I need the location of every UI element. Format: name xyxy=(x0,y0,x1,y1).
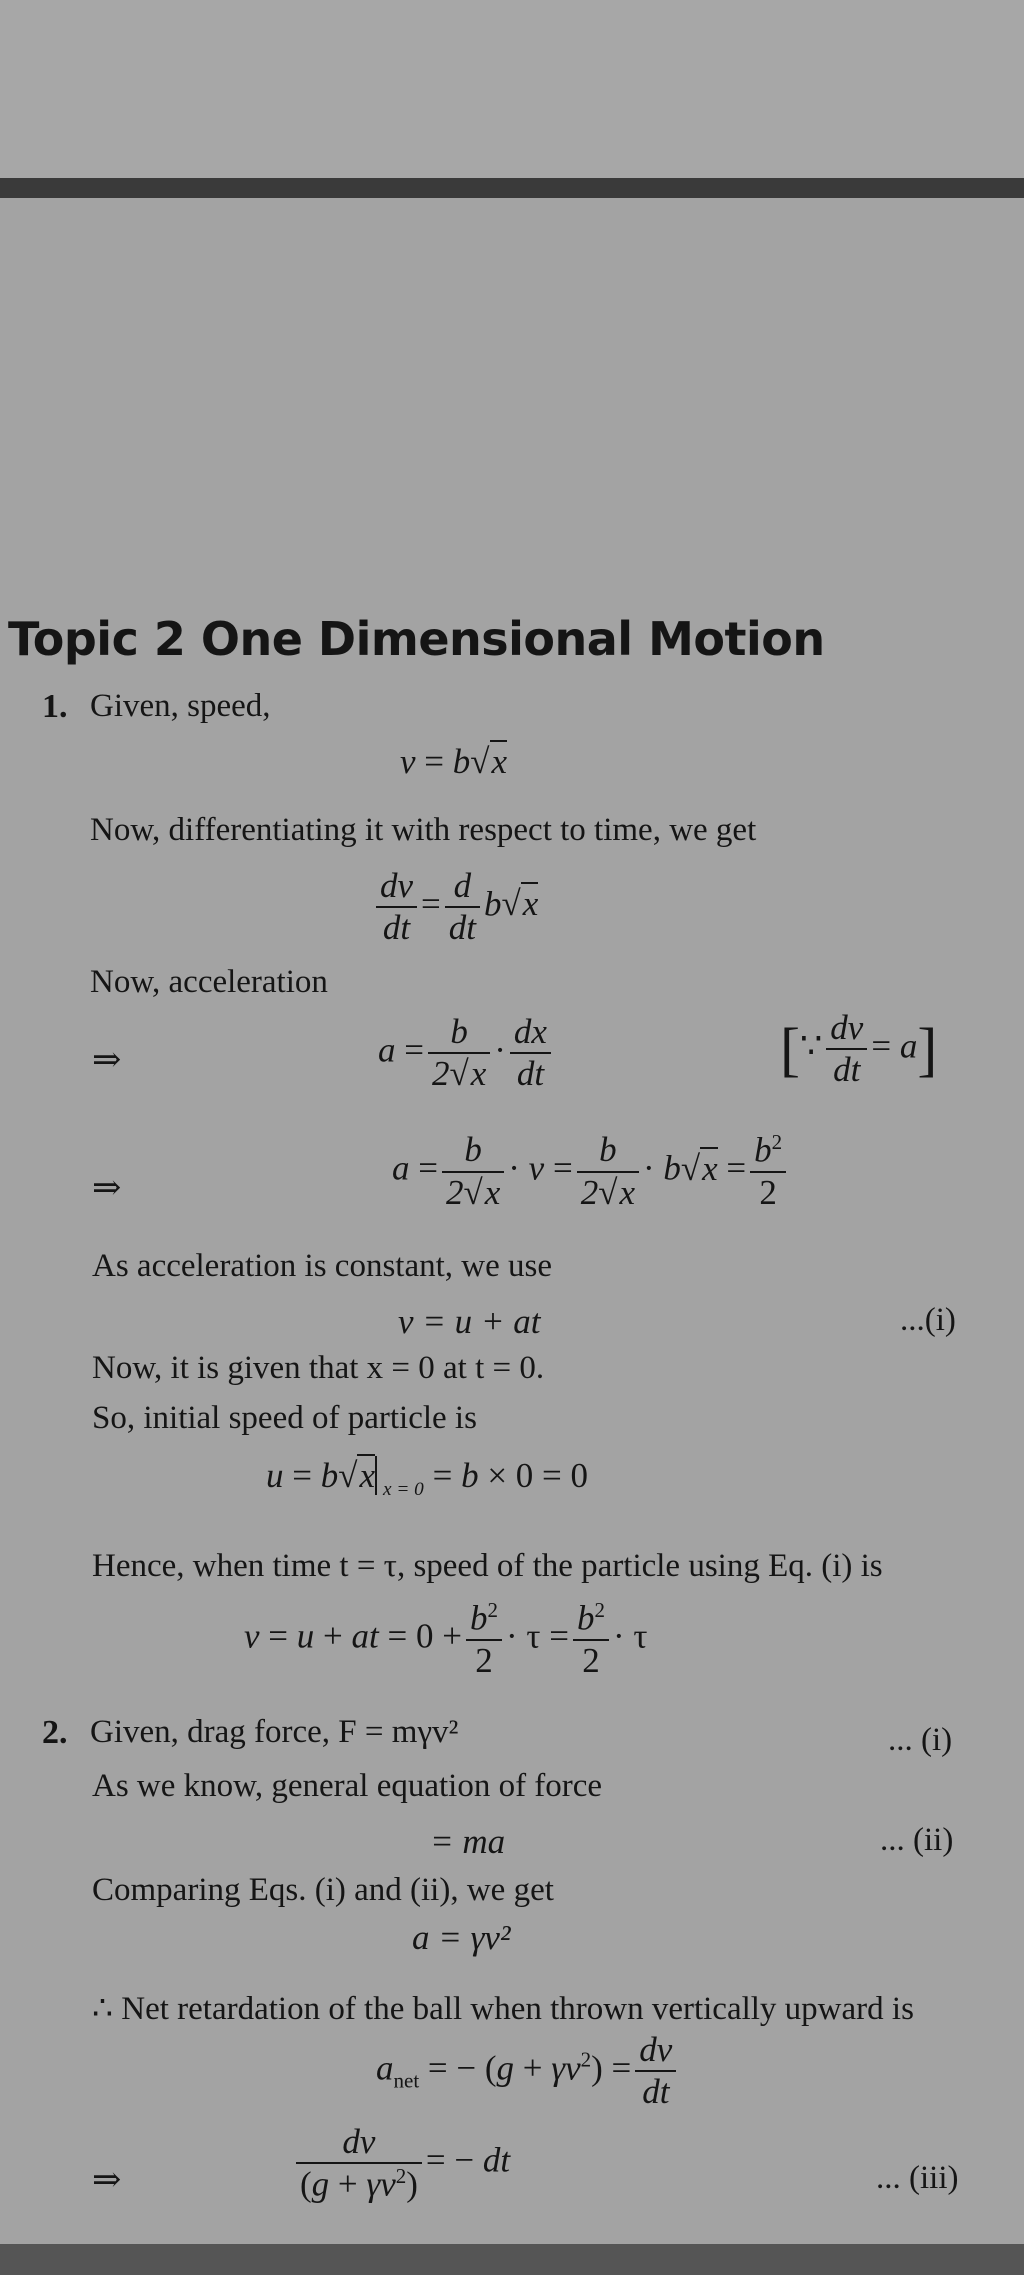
q2-eq-anet: $a_{net}$ = − $(g + \gamma v^2)$ = $\frac{dv}{dt}$ xyxy=(376,2030,680,2113)
q2-eq-tag-i: ... (i) xyxy=(888,1722,953,1758)
q1-eq-final: v = u + at = 0 + $\frac{b^2}{2}$ · τ = $\frac{b^2}{2}$ · τ xyxy=(244,1598,648,1680)
top-dark-bar xyxy=(0,178,1024,198)
q2-eq-a: a = γv² xyxy=(412,1918,511,1957)
q2-eq-tag-iii: ... (iii) xyxy=(876,2160,959,2196)
q1-given-text: Given, speed, xyxy=(90,688,271,724)
q2-number: 2. xyxy=(42,1714,68,1751)
q2-net-text: ∴ Net retardation of the ball when thrown vertically upward is xyxy=(92,1991,914,2027)
top-margin xyxy=(0,0,1024,178)
q1-given-cond: Now, it is given that x = 0 at t = 0. xyxy=(92,1350,545,1386)
bottom-dark-bar xyxy=(0,2244,1024,2275)
q1-acc-text: Now, acceleration xyxy=(90,964,328,1000)
q2-given-text: Given, drag force, F = mγv² xyxy=(90,1714,459,1750)
q1-eq-speed: v = b√x xyxy=(400,742,508,781)
topic-heading: Topic 2 One Dimensional Motion xyxy=(8,612,825,666)
q1-eq-tag-i: ...(i) xyxy=(900,1302,956,1338)
q2-compare-text: Comparing Eqs. (i) and (ii), we get xyxy=(92,1872,554,1908)
implies-arrow-2: ⇒ xyxy=(92,1168,122,1207)
implies-arrow-3: ⇒ xyxy=(92,2160,122,2199)
q1-eq-acc-1: a = $\frac{b}{2√x}$ · $\frac{dx}{dt}$ xyxy=(378,1012,555,1095)
q1-eq-derivative: $\frac{dv}{dt}$ = $\frac{d}{dt}$ b√x xyxy=(372,866,538,949)
q2-general-text: As we know, general equation of force xyxy=(92,1768,603,1804)
q1-const-text: As acceleration is constant, we use xyxy=(92,1248,553,1284)
q2-eq-tag-ii: ... (ii) xyxy=(880,1822,954,1858)
q1-eq-initial: u = b√x $_{x = 0}$ = b × 0 = 0 xyxy=(266,1456,589,1500)
q1-eq-acc-2: a = $\frac{b}{2√x}$ · v = $\frac{b}{2√x}$ · b√x = $\frac{b^2}{2}$ xyxy=(392,1130,790,1213)
implies-arrow-1: ⇒ xyxy=(92,1040,122,1079)
q1-diff-text: Now, differentiating it with respect to time, we get xyxy=(90,812,757,848)
q1-number: 1. xyxy=(42,688,68,725)
q1-eq-vuat: v = u + at xyxy=(398,1302,541,1341)
document-page xyxy=(0,198,1024,2244)
q1-because-note: [∵ $\frac{dv}{dt}$ = a] xyxy=(780,1008,938,1090)
q1-hence-text: Hence, when time t = τ, speed of the particle using Eq. (i) is xyxy=(92,1548,883,1584)
q2-eq-separation: $\frac{dv}{(g + \gamma v^2)}$ = − dt xyxy=(292,2122,510,2205)
q2-eq-ma: = ma xyxy=(430,1822,506,1861)
q1-initial-text: So, initial speed of particle is xyxy=(92,1400,477,1436)
